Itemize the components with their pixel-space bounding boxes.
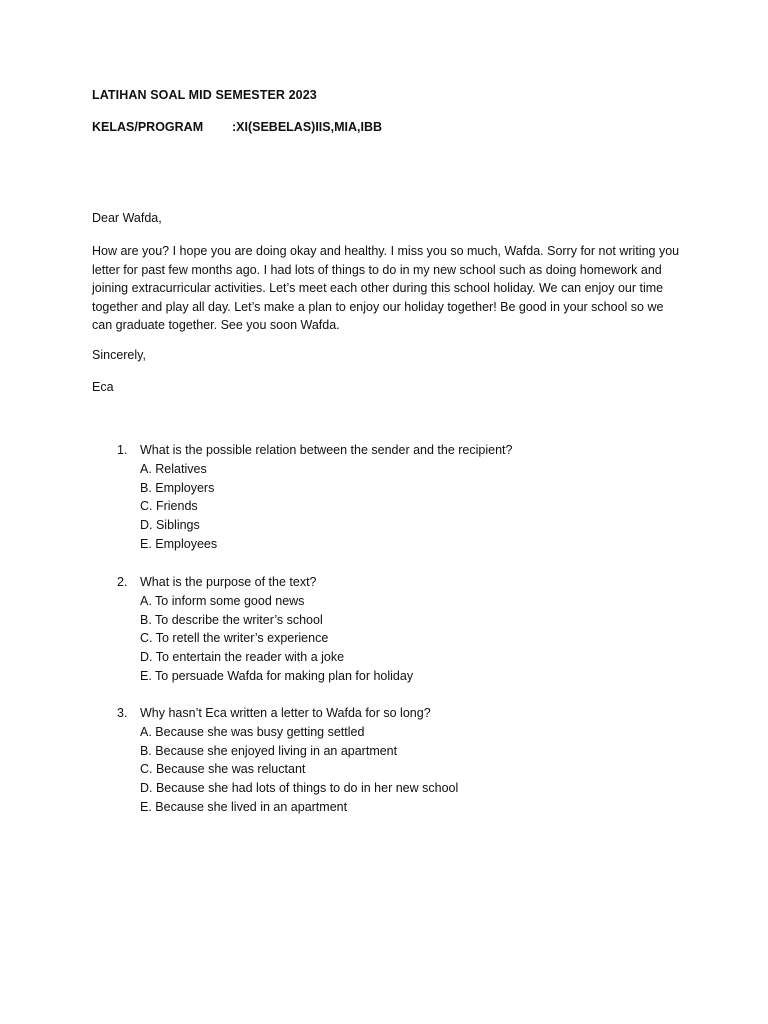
answer-option-a: A. Relatives <box>140 461 207 476</box>
answer-option-d: D. To entertain the reader with a joke <box>140 650 345 665</box>
answer-option-b: B. Because she enjoyed living in an apartment <box>140 743 398 758</box>
answer-option-c: C. Because she was reluctant <box>140 762 306 777</box>
class-program-value: :XI(SEBELAS)IIS,MIA,IBB <box>232 120 383 134</box>
question-text: What is the purpose of the text? <box>140 575 317 589</box>
question-text: Why hasn’t Eca written a letter to Wafda for so long? <box>140 706 431 720</box>
document-title: LATIHAN SOAL MID SEMESTER 2023 <box>92 88 317 102</box>
answer-option-b: B. To describe the writer’s school <box>140 612 323 627</box>
answer-option-b: B. Employers <box>140 480 215 495</box>
answer-option-d: D. Because she had lots of things to do in her new school <box>140 781 459 796</box>
question-number: 1. <box>117 443 128 457</box>
answer-option-c: C. To retell the writer’s experience <box>140 631 329 646</box>
answer-options <box>117 592 717 686</box>
letter-closing: Sincerely, <box>92 348 146 362</box>
letter-signature: Eca <box>92 380 114 394</box>
letter-body: How are you? I hope you are doing okay and healthy. I miss you so much, Wafda. Sorry for not writing you letter for past few months ago. I had lots of things to do in my new school such as doing homework and joining extracurricular activities. Let’s meet each other during this school holiday. We can enjoy our time together and play all day. Let’s make a plan to enjoy our holiday together! Be good in your school so we can graduate together. See you soon Wafda. <box>92 244 680 333</box>
answer-options <box>117 723 717 817</box>
question-3 <box>117 704 717 817</box>
answer-option-e: E. To persuade Wafda for making plan for holiday <box>140 668 414 683</box>
answer-option-a: A. To inform some good news <box>140 593 305 608</box>
answer-option-d: D. Siblings <box>140 518 200 533</box>
question-text: What is the possible relation between the sender and the recipient? <box>140 443 513 457</box>
answer-option-e: E. Because she lived in an apartment <box>140 799 348 814</box>
question-number: 2. <box>117 575 128 589</box>
answer-options <box>117 460 717 554</box>
answer-option-c: C. Friends <box>140 499 198 514</box>
question-1 <box>117 441 717 554</box>
answer-option-a: A. Because she was busy getting settled <box>140 724 365 739</box>
question-number: 3. <box>117 706 128 720</box>
class-program-label: KELAS/PROGRAM <box>92 120 204 134</box>
question-2 <box>117 573 717 686</box>
letter-greeting: Dear Wafda, <box>92 211 162 225</box>
answer-option-e: E. Employees <box>140 536 218 551</box>
